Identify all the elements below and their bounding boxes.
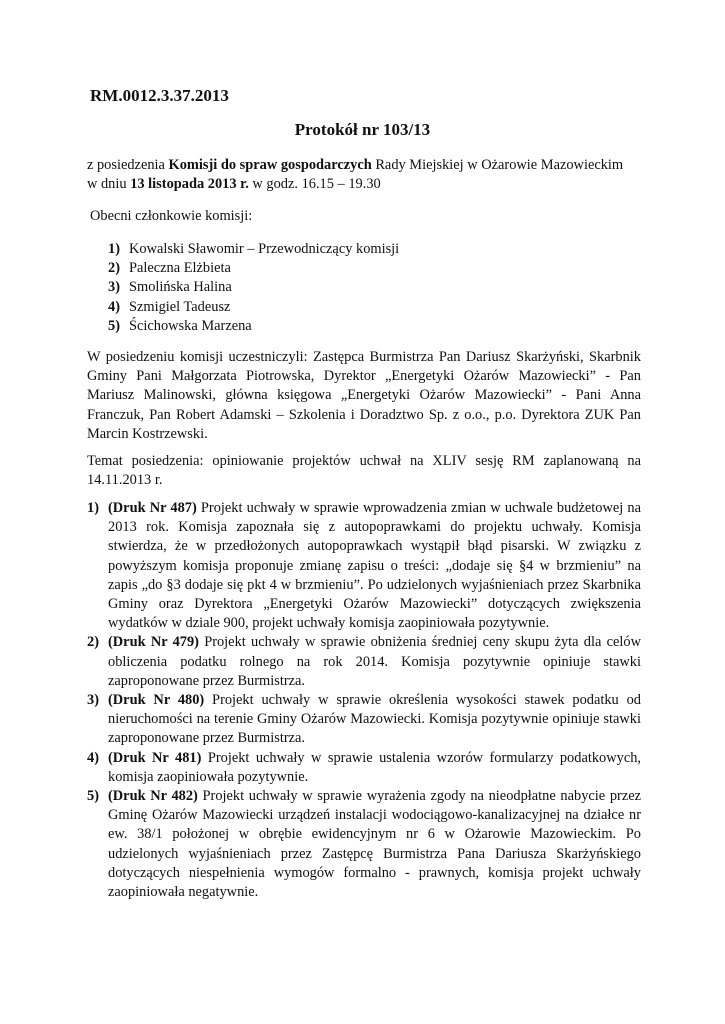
member-name: Kowalski Sławomir – Przewodniczący komisji (129, 241, 400, 257)
item-number: 2) (87, 634, 99, 651)
agenda-text: Projekt uchwały w sprawie ustalenia wzorów formularzy podatkowych, komisja zaopiniowała pozytywnie. (108, 749, 641, 785)
page-title: Protokół nr 103/13 (294, 120, 431, 139)
topic-paragraph (87, 452, 641, 490)
item-number: 2) (108, 260, 120, 277)
text-line: W posiedzeniu komisji uczestniczyli: Zastępca Burmistrza Pan Dariusz Skarżyński, Skarbnik (87, 349, 641, 365)
list-item (108, 259, 399, 278)
reference-number: RM.0012.3.37.2013 (90, 86, 229, 105)
item-number: 1) (108, 241, 120, 257)
item-number: 3) (108, 279, 120, 296)
text-line: 14.11.2013 r. (87, 472, 163, 489)
intro-text: z posiedzenia (87, 157, 169, 173)
text-line: Mariusz Malinowski, główna księgowa „Energetyki Ożarów Mazowiecki” - Pani Anna (87, 387, 641, 404)
text-line: Temat posiedzenia: opiniowanie projektów uchwał na XLIV sesję RM zaplanowaną na (87, 453, 641, 469)
item-number: 4) (108, 298, 120, 315)
agenda-text: Projekt uchwały w sprawie wprowadzenia zmian w uchwale budżetowej na 2013 rok. Komisja zapoznała się z autopoprawkami do projektu uchwały. Komisja stwierdza, że w przedłożonych autopoprawkach wystąpił błąd pisarski. W związku z powyższym komisja proponuje zmianę zapisu o treści: „dodaje się §4 w brzmieniu” na zapis „do §3 dodaje się pkt 4 w brzmieniu”. Po udzielonych wyjaśnieniach przez Skarbnika Gminy oraz Dyrektora „Energetyki Ożarów Mazowiecki” dotyczących zwiększenia wydatków w dziale 900, projekt uchwały komisja zaopiniowała pozytywnie. (108, 500, 641, 632)
members-list (108, 240, 399, 336)
member-name: Smolińska Halina (129, 279, 232, 296)
text-line: Marcin Kostrzewski. (87, 425, 208, 442)
member-name: Paleczna Elżbieta (129, 260, 231, 277)
list-item (108, 298, 399, 317)
list-item (108, 278, 399, 297)
intro-text: w dniu (87, 176, 131, 193)
committee-name: Komisji do spraw gospodarczych (168, 157, 372, 173)
druk-number: (Druk Nr 480) (108, 692, 205, 709)
druk-number: (Druk Nr 482) (108, 788, 198, 805)
item-number: 5) (87, 788, 99, 805)
item-number: 1) (87, 500, 99, 516)
list-item (108, 240, 399, 259)
agenda-text: Projekt uchwały w sprawie wyrażenia zgody na nieodpłatne nabycie przez Gminę Ożarów Mazowiecki urządzeń instalacji wodociągowo-kanalizacyjnej na działce nr ew. 38/1 położonej w obrębie ewidencyjnym nr 6 w Ożarowie Mazowieckim. Po udzielonych wyjaśnieniach przez Zastępcę Burmistrza Pana Dariusza Skarżyńskiego dotyczących niespełnienia wymogów formalno - prawnych, komisja projekt uchwały zaopiniowała negatywnie. (108, 788, 641, 901)
member-name: Szmigiel Tadeusz (129, 298, 231, 315)
meeting-date: 13 listopada 2013 r. (130, 176, 249, 193)
list-item (87, 499, 641, 633)
list-item (87, 749, 641, 787)
druk-number: (Druk Nr 481) (108, 749, 202, 766)
intro-text: w godz. 16.15 – 19.30 (248, 176, 381, 193)
item-number: 3) (87, 692, 99, 709)
item-number: 5) (108, 317, 120, 334)
member-name: Ścichowska Marzena (129, 317, 252, 334)
list-item (108, 317, 399, 336)
intro-text: Rady Miejskiej w Ożarowie Mazowieckim (371, 157, 624, 173)
agenda-list (87, 499, 641, 902)
agenda-text: Projekt uchwały w sprawie określenia wysokości stawek podatku od nieruchomości na terenie Gminy Ożarów Mazowiecki. Komisja pozytywnie opiniuje stawki zaproponowane przez Burmistrza. (108, 692, 641, 747)
list-item (87, 691, 641, 749)
participants-paragraph (87, 348, 641, 444)
text-line: Franczuk, Pan Robert Adamski – Szkolenia i Doradztwo Sp. z o.o., p.o. Dyrektora ZUK Pan (87, 406, 641, 423)
text-line: Gminy Pani Małgorzata Piotrowska, Dyrektor „Energetyki Ożarów Mazowiecki” - Pan (87, 368, 641, 385)
members-heading: Obecni członkowie komisji: (90, 208, 253, 224)
druk-number: (Druk Nr 479) (108, 634, 199, 651)
intro-paragraph (87, 156, 641, 194)
druk-number: (Druk Nr 487) (108, 500, 197, 516)
agenda-text: Projekt uchwały w sprawie obniżenia średniej ceny skupu żyta dla celów obliczenia podatku rolnego na rok 2014. Komisja pozytywnie opiniuje stawki zaproponowane przez Burmistrza. (108, 634, 641, 689)
list-item (87, 787, 641, 902)
item-number: 4) (87, 749, 99, 766)
list-item (87, 633, 641, 691)
